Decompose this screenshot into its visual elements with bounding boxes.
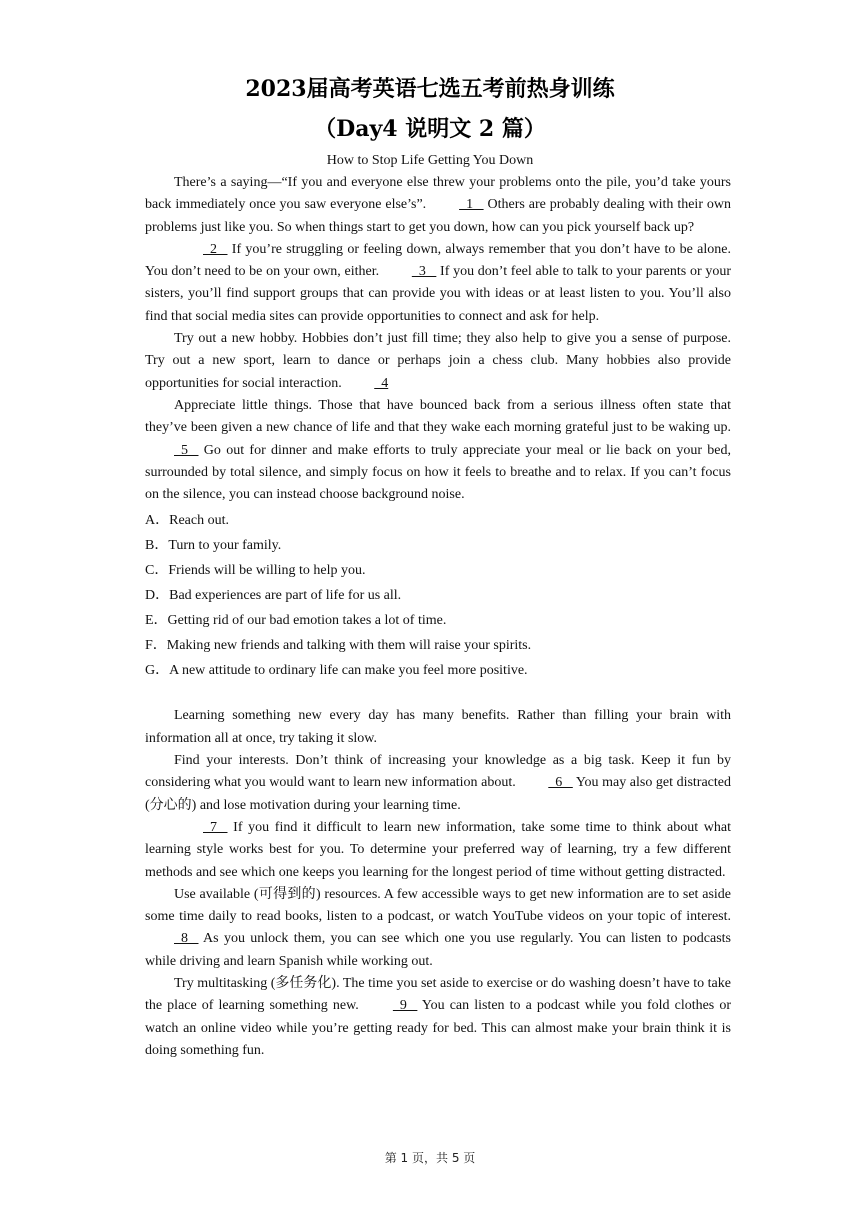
passage-separator — [145, 683, 731, 705]
document-title: 2023届高考英语七选五考前热身训练 — [245, 76, 615, 102]
paragraph-text: Find your interests. Don’t think of increasing your knowledge as a big task. Keep it fun by considering what you would want to learn new information about. — [145, 753, 731, 791]
passage1-paragraph-1 — [145, 172, 731, 239]
option-f: F．Making new friends and talking with them will raise your spirits. — [145, 638, 532, 654]
paragraph-text: Use available (可得到的) resources. A few accessible ways to get new information are to set aside some time daily to read books, listen to a podcast, or watch YouTube videos on your topic of interest. — [145, 886, 742, 925]
option-g: G．A new attitude to ordinary life can make you feel more positive. — [145, 663, 528, 679]
passage1-paragraph-3 — [145, 328, 731, 395]
option-b: B．Turn to your family. — [145, 538, 282, 554]
document-subtitle: （Day4 说明文 2 篇） — [314, 116, 546, 142]
document-body — [145, 172, 742, 1062]
paragraph-text: If you’re struggling or feeling down, always remember that you don’t have to be alone. You don’t need to be on your own, either. — [145, 241, 731, 280]
paragraph-text: Try out a new hobby. Hobbies don’t just fill time; they also help to give you a sense of purpose. Try out a new sport, learn to dance or perhaps join a chess club. Many hobbies also provide opportunities for social interaction. — [145, 331, 731, 391]
option-c: C．Friends will be willing to help you. — [145, 563, 366, 579]
option-a: A．Reach out. — [145, 513, 229, 529]
paragraph-text: If you don’t feel able to talk to your parents or your sisters, you’ll find support groups that can provide you with ideas or at least listen to you. You’ll also find that social media sites can provide opportunities to connect and ask for help. — [145, 264, 731, 324]
blank-8: 8 — [174, 931, 199, 947]
blank-1: 1 — [459, 197, 484, 213]
blank-4: 4 — [374, 375, 389, 391]
blank-6: 6 — [548, 775, 573, 791]
passage2-paragraph-4 — [145, 884, 742, 973]
paragraph-text: Others are probably dealing with their own problems just like you. So when things start to get you down, how can you pick yourself back up? — [145, 197, 731, 235]
passage2-paragraph-5 — [145, 973, 731, 1062]
passage2-paragraph-1: Learning something new every day has many benefits. Rather than filling your brain with information all at once, try taking it slow. — [145, 708, 731, 746]
blank-2: 2 — [203, 241, 228, 257]
paragraph-text: As you unlock them, you can see which one you use regularly. You can listen to podcasts while driving and learn Spanish while working out. — [145, 931, 731, 969]
option-e: E．Getting rid of our bad emotion takes a lot of time. — [145, 613, 447, 629]
passage1-title: How to Stop Life Getting You Down — [326, 153, 534, 168]
blank-9: 9 — [392, 998, 418, 1014]
paragraph-text: There’s a saying—“If you and everyone else threw your problems onto the pile, you’d take yours back immediately once you saw everyone else’s”. — [145, 175, 731, 213]
blank-3: 3 — [411, 264, 437, 280]
paragraph-text: Try multitasking (多任务化). The time you set aside to exercise or do washing doesn’t have to take the place of learning something new. — [145, 976, 731, 1014]
paragraph-text: You can listen to a podcast while you fold clothes or watch an online video while you’re getting ready for bed. This can almost make your brain think it is doing something fun. — [145, 998, 731, 1058]
passage2-paragraph-3 — [145, 817, 731, 884]
paragraph-text: You may also get distracted (分心的) and lose motivation during your learning time. — [145, 775, 731, 813]
blank-5: 5 — [174, 442, 199, 458]
passage1-paragraph-4 — [145, 395, 731, 506]
paragraph-text: Go out for dinner and make efforts to truly appreciate your meal or lie back on your bed, surrounded by total silence, and simply focus on how it feels to breathe and to relax. If you can’t focus on the silence, you can instead choose background noise. — [145, 442, 731, 503]
passage2-paragraph-2 — [145, 750, 731, 817]
passage1-paragraph-2 — [145, 239, 731, 328]
option-d: D．Bad experiences are part of life for us all. — [145, 588, 402, 604]
blank-7: 7 — [203, 819, 228, 835]
paragraph-text: If you find it difficult to learn new information, take some time to think about what learning style works best for you. To determine your preferred way of learning, try a few different methods and see which one keeps you learning for the longest period of time without getting distracted. — [145, 819, 731, 880]
answer-options — [145, 508, 731, 683]
paragraph-text: Appreciate little things. Those that have bounced back from a serious illness often state that they’ve been given a new chance of life and that they wake each morning grateful just to be waking up. — [145, 397, 731, 436]
page-footer: 第 1 页，共 5 页 — [384, 1151, 476, 1165]
